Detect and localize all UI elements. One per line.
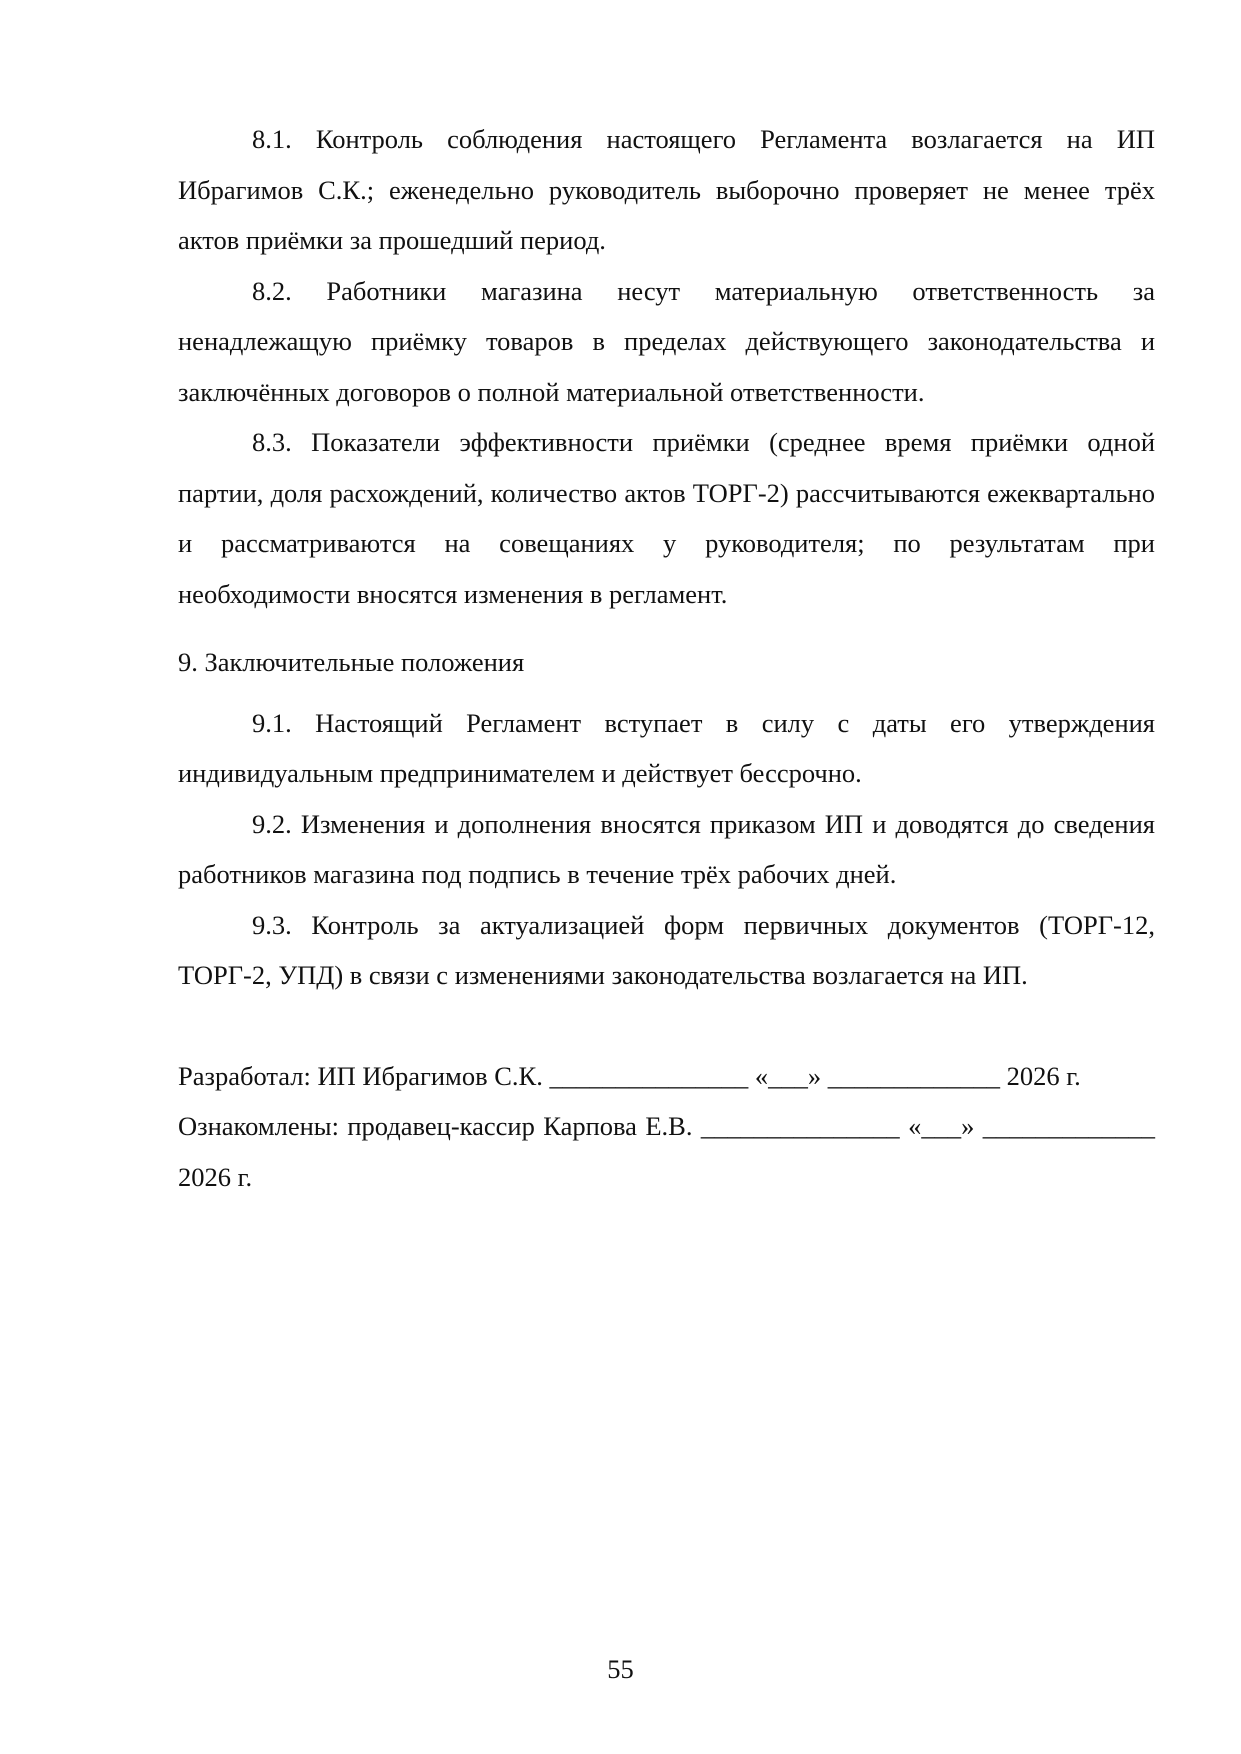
section-9-heading: 9. Заключительные положения	[178, 647, 525, 677]
acquainted-line: Ознакомлены: продавец-кассир Карпова Е.В. _______________ «___» _____________ 2026 г.	[178, 1111, 1155, 1192]
signature-block	[178, 1051, 1155, 1203]
page-number: 55	[607, 1654, 634, 1684]
paragraph-8-3: 8.3. Показатели эффективности приёмки (среднее время приёмки одной партии, доля расхождений, количество актов ТОРГ-2) рассчитываются ежеквартально и рассматриваются на совещаниях у руководителя; по результатам при необходимости вносятся изменения в регламент.	[178, 427, 1155, 609]
paragraph-8-2: 8.2. Работники магазина несут материальную ответственность за ненадлежащую приёмку товаров в пределах действующего законодательства и заключённых договоров о полной материальной ответственности.	[178, 275, 1155, 407]
paragraph-9-2: 9.2. Изменения и дополнения вносятся приказом ИП и доводятся до сведения работников магазина под подпись в течение трёх рабочих дней.	[178, 808, 1155, 889]
paragraph-8-1: 8.1. Контроль соблюдения настоящего Регламента возлагается на ИП Ибрагимов С.К.; еженедельно руководитель выборочно проверяет не менее трёх актов приёмки за прошедший период.	[178, 124, 1155, 255]
paragraph-9-1: 9.1. Настоящий Регламент вступает в силу с даты его утверждения индивидуальным предпринимателем и действует бессрочно.	[178, 707, 1155, 788]
document-body	[178, 114, 1155, 1202]
developed-by-line: Разработал: ИП Ибрагимов С.К. _______________ «___» _____________ 2026 г.	[178, 1060, 1081, 1091]
paragraph-9-3: 9.3. Контроль за актуализацией форм первичных документов (ТОРГ-12, ТОРГ-2, УПД) в связи с изменениями законодательства возлагается на ИП.	[178, 909, 1155, 990]
